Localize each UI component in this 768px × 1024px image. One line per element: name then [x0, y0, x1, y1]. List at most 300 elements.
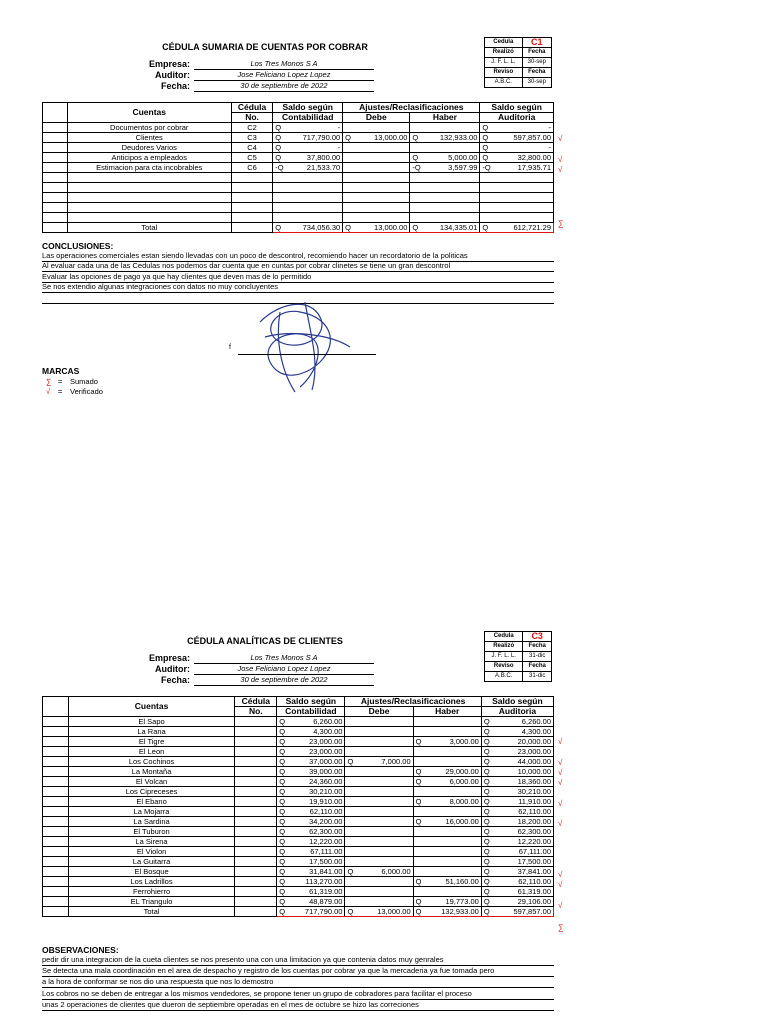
debe-cell: [355, 777, 413, 787]
q-cell: [413, 857, 423, 867]
q-cell: Q: [277, 717, 287, 727]
sum-mark-icon: ∑: [558, 219, 564, 228]
verified-mark-icon: √: [558, 164, 563, 174]
c1-fecha-label: Fecha:: [160, 81, 190, 91]
cedula-cell: [235, 867, 277, 877]
empty-cell: [423, 203, 480, 213]
cedula-cell: C3: [231, 133, 272, 143]
q-cell: [345, 727, 355, 737]
table-row: [43, 153, 554, 163]
q-cell: [413, 787, 423, 797]
cedula-cell: [235, 727, 277, 737]
q-cell: Q: [277, 737, 287, 747]
contabilidad-cell: 37,000.00: [287, 757, 345, 767]
q-cell: [343, 153, 353, 163]
contabilidad-cell: 6,260.00: [287, 717, 345, 727]
c1-header-debe: Debe: [343, 113, 410, 123]
cedula-label: Cedula: [485, 38, 523, 48]
q-cell: [343, 143, 353, 153]
fecha-label: Fecha: [522, 48, 551, 58]
q-cell: Q: [481, 867, 491, 877]
c3-fecha-label: Fecha:: [160, 675, 190, 685]
auditoria-cell: 597,857.00: [493, 133, 554, 143]
debe-cell: [355, 847, 413, 857]
cedula-cell: [235, 887, 277, 897]
verified-mark-icon: √: [558, 880, 563, 890]
cuenta-cell: La Mojarra: [68, 807, 235, 817]
total-contabilidad: 717,790.00: [287, 907, 345, 917]
table-row: [43, 857, 554, 867]
c3-title: CÉDULA ANALÍTICAS DE CLIENTES: [187, 636, 343, 646]
q-cell: Q: [277, 877, 287, 887]
cuenta-cell: Estimacion para cta incobrables: [67, 163, 231, 173]
q-cell: Q: [481, 837, 491, 847]
empty-cell: [493, 183, 554, 193]
cedula-cell: [235, 897, 277, 907]
total-row: [43, 223, 554, 233]
c1-fecha-value: 30 de septiembre de 2022: [194, 81, 374, 92]
c1-empty-header: [43, 103, 68, 123]
realizo-label: Realizó: [485, 642, 523, 652]
q-cell: [343, 163, 353, 173]
total-debe: 13,000.00: [353, 223, 410, 233]
c3-header-aud: Saldo según: [481, 697, 553, 707]
q-cell: [410, 143, 423, 153]
q-cell: Q: [277, 807, 287, 817]
empty-cell: [67, 203, 231, 213]
reviso-label: Reviso: [485, 68, 523, 78]
contabilidad-cell: 48,879.00: [287, 897, 345, 907]
debe-cell: [355, 857, 413, 867]
table-row-empty: [43, 173, 554, 183]
empty-cell: [353, 213, 410, 223]
contabilidad-cell: 62,300.00: [287, 827, 345, 837]
cuenta-cell: El Violon: [68, 847, 235, 857]
empty-cell: [231, 173, 272, 183]
verified-mark-icon: √: [558, 737, 563, 747]
q-cell: [345, 827, 355, 837]
debe-cell: [355, 837, 413, 847]
cedula-cell: [235, 827, 277, 837]
empty-cell: [67, 193, 231, 203]
empty-cell: [343, 193, 353, 203]
haber-cell: [423, 727, 481, 737]
empty-cell: [493, 213, 554, 223]
q-cell: Q: [481, 877, 491, 887]
cedula-cell: [235, 767, 277, 777]
q-cell: Q: [345, 867, 355, 877]
empty-cell: [343, 213, 353, 223]
empty-cell: [43, 193, 68, 203]
haber-cell: 3,597.99: [423, 163, 480, 173]
c1-header-auditoria: Auditoria: [480, 113, 554, 123]
cuenta-cell: EL Triangulo: [68, 897, 235, 907]
empty-cell: [480, 203, 493, 213]
empty-cell: [410, 203, 423, 213]
q-cell: [345, 717, 355, 727]
debe-cell: [355, 737, 413, 747]
contabilidad-cell: -: [286, 123, 343, 133]
cedula-cell: [235, 807, 277, 817]
haber-cell: [423, 123, 480, 133]
c3-header-ajustes: Ajustes/Reclasificaciones: [345, 697, 481, 707]
sum-mark-icon: ∑: [558, 923, 564, 932]
empty-cell: [410, 193, 423, 203]
table-row: [43, 867, 554, 877]
debe-cell: [353, 153, 410, 163]
q-cell: [345, 737, 355, 747]
cuenta-cell: El Sapo: [68, 717, 235, 727]
reviso-fecha: 30-sep: [522, 78, 551, 88]
row-blank: [43, 847, 69, 857]
contabilidad-cell: 23,000.00: [287, 737, 345, 747]
q-cell: Q: [481, 777, 491, 787]
c3-header-cuentas: Cuentas: [68, 697, 235, 717]
row-blank: [43, 717, 69, 727]
auditoria-cell: 44,000.00: [492, 757, 554, 767]
verified-mark-icon: √: [558, 819, 563, 828]
empty-cell: [423, 193, 480, 203]
q-cell: Q: [480, 153, 493, 163]
auditoria-cell: 67,111.00: [492, 847, 554, 857]
cedula-cell: [235, 717, 277, 727]
c1-header-saldo: Saldo según: [273, 103, 343, 113]
empty-cell: [480, 183, 493, 193]
haber-cell: [423, 827, 481, 837]
auditoria-cell: -: [493, 123, 554, 133]
haber-cell: [423, 787, 481, 797]
cuenta-cell: El Bosque: [68, 867, 235, 877]
cuenta-cell: La Sirena: [68, 837, 235, 847]
total-contabilidad: 734,056.30: [286, 223, 343, 233]
q-cell: [410, 123, 423, 133]
contabilidad-cell: 34,200.00: [287, 817, 345, 827]
debe-cell: [355, 727, 413, 737]
row-blank: [43, 897, 69, 907]
cedula-label: Cedula: [485, 632, 523, 642]
cedula-cell: [235, 757, 277, 767]
cedula-cell: [235, 737, 277, 747]
reviso-value: A.B.C.: [485, 672, 523, 682]
q-cell: Q: [345, 907, 355, 917]
q-cell: [413, 867, 423, 877]
cedula-cell: [235, 877, 277, 887]
q-cell: Q: [410, 153, 423, 163]
contabilidad-cell: -: [286, 143, 343, 153]
c1-header-no: No.: [231, 113, 272, 123]
auditoria-cell: 29,106.00: [492, 897, 554, 907]
debe-cell: 13,000.00: [353, 133, 410, 143]
debe-cell: [355, 807, 413, 817]
c3-empty-header: [43, 697, 69, 717]
row-blank: [43, 777, 69, 787]
row-blank: [43, 857, 69, 867]
c3-empresa-label: Empresa:: [148, 653, 190, 663]
empty-cell: [273, 203, 286, 213]
q-cell: Q: [481, 817, 491, 827]
empty-cell: [43, 173, 68, 183]
conclusion-line: Se nos extendio algunas integraciones con datos no muy concluyentes: [42, 282, 554, 293]
c3-auditor-value: Jose Feliciano Lopez Lopez: [194, 664, 374, 675]
q-cell: Q: [277, 887, 287, 897]
reviso-label: Reviso: [485, 662, 523, 672]
firma-prefix: f: [229, 344, 231, 351]
empty-cell: [410, 183, 423, 193]
verified-mark-icon: √: [558, 900, 563, 910]
table-row-empty: [43, 203, 554, 213]
q-cell: Q: [277, 747, 287, 757]
observacion-line: unas 2 operaciones de clientes que dueron de septiembre operadas en el mes de octubre se hizo las correciones: [42, 1000, 554, 1011]
empty-cell: [493, 193, 554, 203]
auditoria-cell: 18,200.00: [492, 817, 554, 827]
auditoria-cell: 62,300.00: [492, 827, 554, 837]
cedula-cell: [235, 787, 277, 797]
contabilidad-cell: 24,360.00: [287, 777, 345, 787]
conclusion-line: Las operaciones comerciales estan siendo llevadas con un poco de descontrol, recomiendo hacer un recordatorio de la politicas: [42, 251, 554, 262]
c1-title: CÉDULA SUMARIA DE CUENTAS POR COBRAR: [162, 42, 368, 52]
cuenta-cell: Documentos por cobrar: [67, 123, 231, 133]
table-row: [43, 767, 554, 777]
contabilidad-cell: 30,210.00: [287, 787, 345, 797]
empty-cell: [67, 213, 231, 223]
auditoria-cell: -: [493, 143, 554, 153]
q-cell: Q: [481, 857, 491, 867]
row-blank: [43, 223, 68, 233]
q-cell: [345, 747, 355, 757]
empty-cell: [286, 173, 343, 183]
auditoria-cell: 62,110.00: [492, 877, 554, 887]
row-blank: [43, 787, 69, 797]
cedula-cell: [235, 857, 277, 867]
q-cell: Q: [273, 143, 286, 153]
total-auditoria: 597,857.00: [492, 907, 554, 917]
q-cell: Q: [480, 143, 493, 153]
empty-cell: [493, 173, 554, 183]
table-row: [43, 737, 554, 747]
debe-cell: [355, 887, 413, 897]
empty-cell: [231, 213, 272, 223]
empty-cell: [493, 203, 554, 213]
q-cell: Q: [413, 767, 423, 777]
c3-header-debe: Debe: [345, 707, 413, 717]
c3-auditor-label: Auditor:: [155, 664, 190, 674]
auditoria-cell: 6,260.00: [492, 717, 554, 727]
debe-cell: [353, 163, 410, 173]
total-row: [43, 907, 554, 917]
q-cell: Q: [277, 897, 287, 907]
q-cell: Q: [413, 797, 423, 807]
row-blank: [43, 907, 69, 917]
empty-cell: [480, 193, 493, 203]
empty-cell: [273, 183, 286, 193]
q-cell: Q: [273, 223, 286, 233]
debe-cell: 7,000.00: [355, 757, 413, 767]
contabilidad-cell: 21,533.70: [286, 163, 343, 173]
empty-cell: [353, 183, 410, 193]
haber-cell: 3,000.00: [423, 737, 481, 747]
c1-empresa-label: Empresa:: [148, 59, 190, 69]
cedula-code: C1: [522, 38, 551, 48]
c1-cedula-box: [484, 37, 552, 88]
auditoria-cell: 4,300.00: [492, 727, 554, 737]
table-row: [43, 797, 554, 807]
cedula-cell: C5: [231, 153, 272, 163]
cedula-cell: [235, 837, 277, 847]
empty-cell: [410, 173, 423, 183]
haber-cell: [423, 837, 481, 847]
total-auditoria: 612,721.29: [493, 223, 554, 233]
haber-cell: [423, 847, 481, 857]
q-cell: Q: [277, 767, 287, 777]
row-blank: [43, 797, 69, 807]
table-row: [43, 757, 554, 767]
empty-cell: [67, 183, 231, 193]
c3-header-contabilidad: Contabilidad: [277, 707, 345, 717]
empty-cell: [231, 183, 272, 193]
realizo-label: Realizó: [485, 48, 523, 58]
table-row: [43, 887, 554, 897]
debe-cell: [353, 123, 410, 133]
realizo-fecha: 31-dic: [523, 652, 552, 662]
auditoria-cell: 23,000.00: [492, 747, 554, 757]
signature-icon: [220, 292, 390, 402]
q-cell: Q: [273, 133, 286, 143]
row-blank: [43, 153, 68, 163]
conclusion-line: Evaluar las opciones de pago ya que hay clientes que deven mas de lo permitido: [42, 272, 554, 283]
empty-cell: [43, 183, 68, 193]
q-cell: [345, 767, 355, 777]
haber-cell: 16,000.00: [423, 817, 481, 827]
row-blank: [43, 877, 69, 887]
debe-cell: [355, 897, 413, 907]
q-cell: [413, 837, 423, 847]
cedula-cell: C2: [231, 123, 272, 133]
total-debe: 13,000.00: [355, 907, 413, 917]
q-cell: Q: [277, 837, 287, 847]
q-cell: Q: [277, 777, 287, 787]
debe-cell: [355, 767, 413, 777]
q-cell: [413, 717, 423, 727]
q-cell: Q: [481, 907, 491, 917]
total-label: Total: [68, 907, 235, 917]
q-cell: Q: [481, 717, 491, 727]
table-row-empty: [43, 213, 554, 223]
haber-cell: 51,160.00: [423, 877, 481, 887]
contabilidad-cell: 17,500.00: [287, 857, 345, 867]
empty-cell: [353, 193, 410, 203]
row-blank: [231, 223, 272, 233]
cuenta-cell: El Tigre: [68, 737, 235, 747]
q-cell: Q: [481, 897, 491, 907]
table-row: [43, 807, 554, 817]
c3-fecha-value: 30 de septiembre de 2022: [194, 675, 374, 686]
q-cell: Q: [481, 847, 491, 857]
table-row: [43, 163, 554, 173]
c1-header-contabilidad: Contabilidad: [273, 113, 343, 123]
empty-cell: [273, 173, 286, 183]
contabilidad-cell: 12,220.00: [287, 837, 345, 847]
haber-cell: [423, 857, 481, 867]
auditoria-cell: 61,319.00: [492, 887, 554, 897]
cedula-cell: C4: [231, 143, 272, 153]
marca-item: √ = Verificado: [46, 387, 103, 396]
q-cell: Q: [481, 767, 491, 777]
cuenta-cell: La Montaña: [68, 767, 235, 777]
empty-cell: [343, 173, 353, 183]
q-cell: Q: [277, 827, 287, 837]
auditoria-cell: 30,210.00: [492, 787, 554, 797]
cedula-cell: [235, 847, 277, 857]
empty-cell: [423, 183, 480, 193]
haber-cell: 5,000.00: [423, 153, 480, 163]
haber-cell: [423, 747, 481, 757]
c1-empresa-value: Los Tres Monos S A: [194, 59, 374, 70]
q-cell: Q: [277, 757, 287, 767]
debe-cell: 6,000.00: [355, 867, 413, 877]
cuenta-cell: Deudores Varios: [67, 143, 231, 153]
verified-mark-icon: √: [558, 870, 563, 879]
cuenta-cell: Los Ladrillos: [68, 877, 235, 887]
cedula-cell: [235, 747, 277, 757]
c3-cedula-box: [484, 631, 552, 682]
table-row: [43, 777, 554, 787]
q-cell: Q: [413, 817, 423, 827]
q-cell: Q: [413, 897, 423, 907]
q-cell: [345, 887, 355, 897]
table-row: [43, 747, 554, 757]
haber-cell: [423, 867, 481, 877]
q-cell: [343, 123, 353, 133]
q-cell: Q: [413, 877, 423, 887]
q-cell: Q: [481, 787, 491, 797]
contabilidad-cell: 19,910.00: [287, 797, 345, 807]
q-cell: [345, 817, 355, 827]
reviso-value: A.B.C.: [485, 78, 523, 88]
q-cell: Q: [273, 123, 286, 133]
auditoria-cell: 10,000.00: [492, 767, 554, 777]
cuenta-cell: La Sardina: [68, 817, 235, 827]
row-blank: [43, 757, 69, 767]
empty-cell: [423, 213, 480, 223]
q-cell: [345, 877, 355, 887]
verified-mark-icon: √: [558, 134, 563, 144]
reviso-fecha: 31-dic: [523, 672, 552, 682]
haber-cell: [423, 717, 481, 727]
q-cell: Q: [481, 727, 491, 737]
row-blank: [43, 747, 69, 757]
row-blank: [43, 807, 69, 817]
debe-cell: [355, 817, 413, 827]
auditoria-cell: 17,500.00: [492, 857, 554, 867]
row-blank: [43, 837, 69, 847]
table-row-empty: [43, 183, 554, 193]
table-row: [43, 847, 554, 857]
cedula-code: C3: [523, 632, 552, 642]
table-row: [43, 837, 554, 847]
q-cell: Q: [277, 727, 287, 737]
auditoria-cell: 12,220.00: [492, 837, 554, 847]
empty-cell: [231, 193, 272, 203]
auditoria-cell: 62,110.00: [492, 807, 554, 817]
cuenta-cell: Los Cochinos: [68, 757, 235, 767]
contabilidad-cell: 23,000.00: [287, 747, 345, 757]
empty-cell: [67, 173, 231, 183]
debe-cell: [355, 717, 413, 727]
marcas-title: MARCAS: [42, 366, 80, 376]
q-cell: [345, 857, 355, 867]
q-cell: Q: [481, 757, 491, 767]
q-cell: [345, 777, 355, 787]
